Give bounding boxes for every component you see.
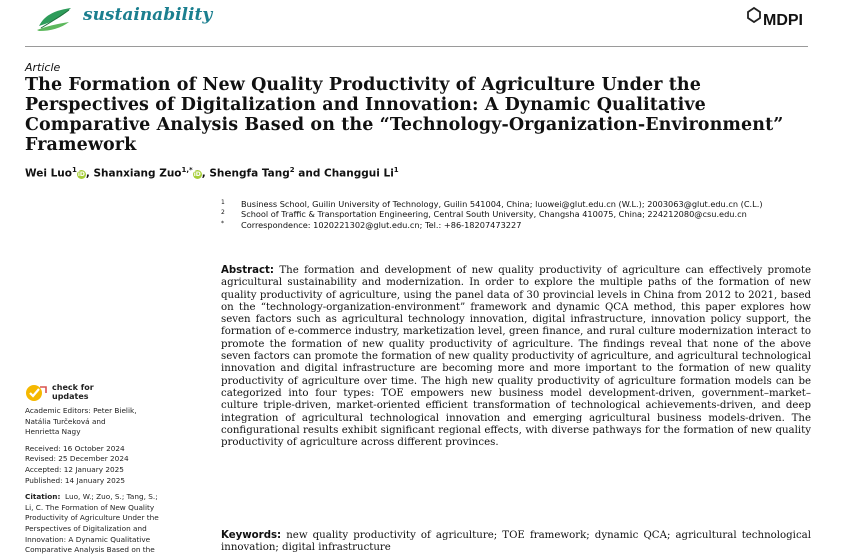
author-list (25, 166, 399, 180)
author-separator: , (85, 167, 94, 180)
header-divider (25, 46, 808, 47)
check-updates-icon (25, 384, 47, 402)
abstract-label: Abstract: (221, 265, 274, 276)
sustainability-leaf-logo (35, 4, 75, 34)
journal-header (25, 0, 808, 46)
citation: Innovation: A Dynamic Qualitative (25, 534, 151, 544)
academic-editors: Natália Turčeková and (25, 416, 106, 426)
orcid-icon[interactable]: iD (77, 170, 85, 178)
article-type: Article (25, 61, 61, 74)
author-affiliation-mark: 1 (393, 166, 399, 174)
date-revised: Revised: 25 December 2024 (25, 454, 129, 464)
author-separator: , (201, 167, 210, 180)
author-name[interactable]: Shengfa Tang (209, 167, 290, 180)
check-for-updates-badge[interactable] (25, 383, 125, 403)
abstract (221, 265, 811, 449)
date-received: Received: 16 October 2024 (25, 443, 125, 453)
author-affiliation-mark: 1,* (181, 166, 193, 174)
academic-editors: Academic Editors: Peter Bielik, (25, 406, 137, 415)
academic-editors: Henrietta Nagy (25, 427, 81, 437)
updates-line1: check for (52, 383, 94, 392)
article-info-sidebar (25, 406, 205, 556)
author-name[interactable]: Wei Luo (25, 167, 72, 180)
updates-line2: updates (52, 392, 89, 401)
abstract-text: The formation and development of new quality productivity of agriculture can effectively promote agricultural sustainability and modernization. In order to explore the multiple paths of the formation of new quality productivity of agriculture, using the panel data of 30 provincial levels in China from 2012 to 2021, based on the “technology-organization-environment” framework and dynamic QCA method, this paper explores how seven factors such as agricultural technology innovation, digital infrastructure, innovation policy support, the formation of e-commerce industry, marketization level, green finance, and rural culture modernization interact to promote the formation of new quality productivity of agriculture. The findings reveal that none of the above seven factors can promote the formation of new quality productivity of agriculture, and agricultural technological innovation and digital infrastructure are becoming more and more important to the formation of new quality productivity of agriculture over time. The high new quality productivity of agriculture formation models can be categorized into four types: TOE empowers new business model development-driven, government–market–culture triple-driven, market-oriented efficient transformation of technological achievements-driven, and deep integration of agricultural technological innovation and emerging agricultural business models-driven. The configurational results exhibit significant regional effects, with diverse pathways for the formation of new quality productivity of agriculture across different provinces. (221, 265, 811, 449)
date-accepted: Accepted: 12 January 2025 (25, 464, 124, 474)
author-separator: and (294, 167, 324, 180)
author-affiliation-mark: 2 (289, 166, 295, 174)
citation: Comparative Analysis Based on the (25, 545, 155, 555)
correspondence: * Correspondence: 1020221302@glut.edu.cn; Tel.: +86-18207473227 (221, 219, 522, 230)
affiliation-1: 1 Business School, Guilin University of Technology, Guilin 541004, China; luowei@glut.edu.cn (W.L.); 2003063@glut.edu.cn (C.L.) (221, 199, 763, 209)
journal-name[interactable]: sustainability (83, 5, 213, 25)
author-name[interactable]: Shanxiang Zuo (93, 167, 182, 180)
affiliations (221, 199, 811, 230)
article-title: The Formation of New Quality Productivity of Agriculture Under the Perspectives of Digitalization and Innovation: A Dynamic Qualitative Comparative Analysis Based on the “Technology-Organization-Environment” Framework (25, 75, 784, 155)
author-affiliation-mark: 1 (71, 166, 77, 174)
date-published: Published: 14 January 2025 (25, 475, 126, 485)
keywords-label: Keywords: (221, 530, 282, 541)
mdpi-logo[interactable] (744, 6, 808, 30)
author-name[interactable]: Changgui Li (324, 167, 394, 180)
keywords-text: new quality productivity of agriculture; TOE framework; dynamic QCA; agricultural technological innovation; digital infrastructure (221, 530, 811, 554)
citation: Li, C. The Formation of New Quality (25, 502, 155, 512)
citation: Productivity of Agriculture Under the (25, 513, 159, 523)
affiliation-2: 2 School of Traffic & Transportation Engineering, Central South University, Changsha 410075, China; 224212080@csu.edu.cn (221, 209, 747, 220)
orcid-icon[interactable]: iD (193, 170, 201, 178)
citation: Citation: Luo, W.; Zuo, S.; Tang, S.; (25, 492, 158, 502)
keywords (221, 530, 811, 555)
publisher-name: MDPI (763, 12, 803, 29)
citation: Perspectives of Digitalization and (25, 523, 147, 533)
